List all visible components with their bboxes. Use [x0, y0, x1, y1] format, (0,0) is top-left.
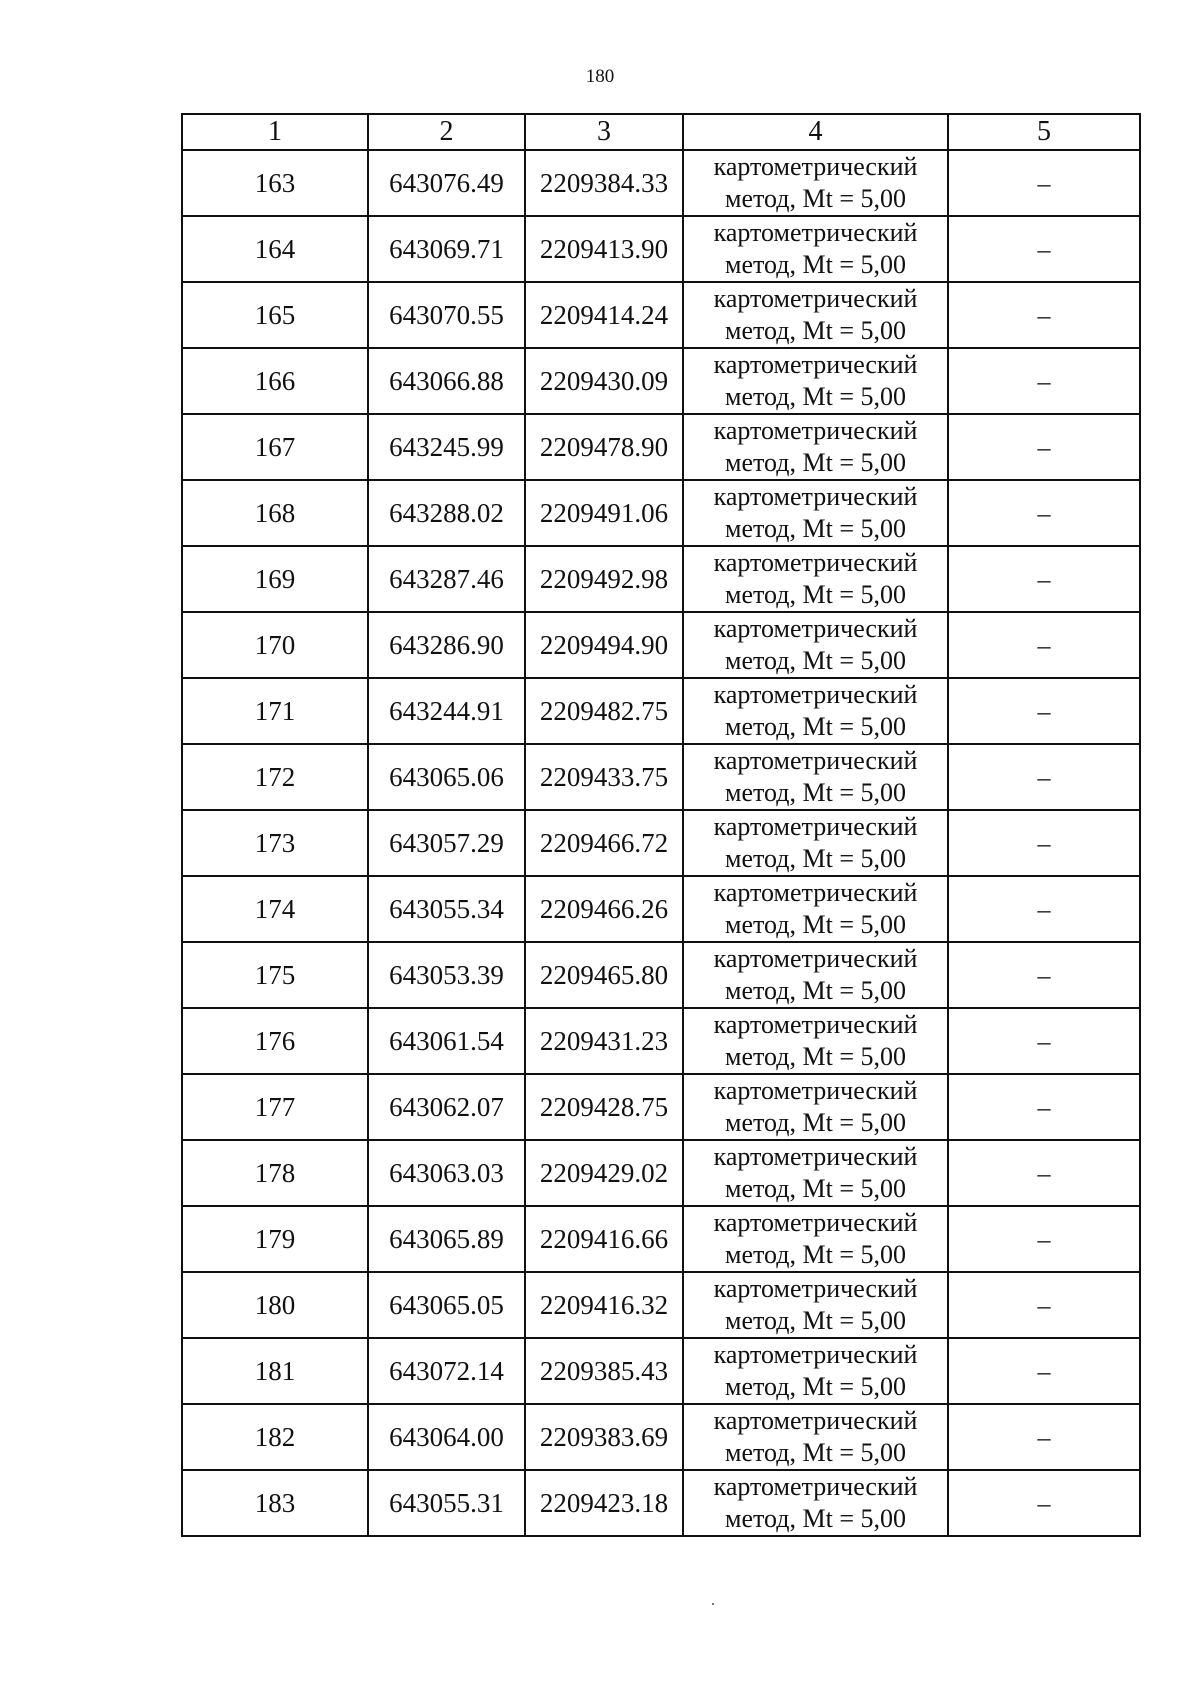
note-value: – — [1037, 1488, 1051, 1518]
method-cell — [683, 150, 948, 216]
note-cell — [948, 1140, 1140, 1206]
y-coordinate-cell: 2209385.43 — [525, 1338, 683, 1404]
method-accuracy: метод, Mt = 5,00 — [725, 316, 906, 345]
point-number-cell: 167 — [182, 414, 368, 480]
method-cell — [683, 480, 948, 546]
point-number-cell: 181 — [182, 1338, 368, 1404]
header-col-4: 4 — [683, 114, 948, 150]
coordinates-table — [181, 113, 1141, 1537]
note-cell — [948, 282, 1140, 348]
note-cell — [948, 1404, 1140, 1470]
method-cell — [683, 216, 948, 282]
method-name: картометрический — [713, 482, 918, 511]
x-coordinate-cell: 643066.88 — [368, 348, 525, 414]
y-coordinate-cell: 2209413.90 — [525, 216, 683, 282]
y-coordinate-cell: 2209384.33 — [525, 150, 683, 216]
y-coordinate-cell: 2209428.75 — [525, 1074, 683, 1140]
method-name: картометрический — [713, 944, 918, 973]
x-coordinate-cell: 643244.91 — [368, 678, 525, 744]
header-col-5: 5 — [948, 114, 1140, 150]
note-cell — [948, 1008, 1140, 1074]
note-cell — [948, 348, 1140, 414]
note-value: – — [1037, 696, 1051, 726]
note-cell — [948, 1074, 1140, 1140]
method-name: картометрический — [713, 218, 918, 247]
method-name: картометрический — [713, 1406, 918, 1435]
x-coordinate-cell: 643065.06 — [368, 744, 525, 810]
table-row — [182, 1470, 1140, 1536]
header-col-2: 2 — [368, 114, 525, 150]
point-number-cell: 163 — [182, 150, 368, 216]
note-cell — [948, 216, 1140, 282]
method-cell — [683, 744, 948, 810]
note-value: – — [1037, 1290, 1051, 1320]
point-number-cell: 170 — [182, 612, 368, 678]
point-number-cell: 175 — [182, 942, 368, 1008]
y-coordinate-cell: 2209416.32 — [525, 1272, 683, 1338]
method-cell — [683, 876, 948, 942]
point-number-cell: 177 — [182, 1074, 368, 1140]
note-value: – — [1037, 1158, 1051, 1188]
y-coordinate-cell: 2209482.75 — [525, 678, 683, 744]
method-accuracy: метод, Mt = 5,00 — [725, 1108, 906, 1137]
method-name: картометрический — [713, 1076, 918, 1105]
method-name: картометрический — [713, 1340, 918, 1369]
table-body — [182, 150, 1140, 1536]
point-number-cell: 178 — [182, 1140, 368, 1206]
x-coordinate-cell: 643061.54 — [368, 1008, 525, 1074]
method-name: картометрический — [713, 416, 918, 445]
table-row — [182, 546, 1140, 612]
method-accuracy: метод, Mt = 5,00 — [725, 1372, 906, 1401]
note-cell — [948, 612, 1140, 678]
note-value: – — [1037, 300, 1051, 330]
y-coordinate-cell: 2209423.18 — [525, 1470, 683, 1536]
point-number-cell: 174 — [182, 876, 368, 942]
note-value: – — [1037, 1422, 1051, 1452]
note-cell — [948, 810, 1140, 876]
note-value: – — [1037, 960, 1051, 990]
method-cell — [683, 282, 948, 348]
method-cell — [683, 414, 948, 480]
table-row — [182, 1206, 1140, 1272]
method-accuracy: метод, Mt = 5,00 — [725, 382, 906, 411]
method-name: картометрический — [713, 1208, 918, 1237]
point-number-cell: 164 — [182, 216, 368, 282]
method-cell — [683, 1206, 948, 1272]
method-cell — [683, 348, 948, 414]
x-coordinate-cell: 643076.49 — [368, 150, 525, 216]
method-accuracy: метод, Mt = 5,00 — [725, 910, 906, 939]
table-row — [182, 1338, 1140, 1404]
table-row — [182, 612, 1140, 678]
method-name: картометрический — [713, 548, 918, 577]
method-name: картометрический — [713, 1142, 918, 1171]
method-name: картометрический — [713, 746, 918, 775]
method-name: картометрический — [713, 812, 918, 841]
note-cell — [948, 1206, 1140, 1272]
method-cell — [683, 1470, 948, 1536]
note-value: – — [1037, 498, 1051, 528]
method-accuracy: метод, Mt = 5,00 — [725, 1240, 906, 1269]
point-number-cell: 165 — [182, 282, 368, 348]
table-row — [182, 876, 1140, 942]
note-cell — [948, 1338, 1140, 1404]
note-value: – — [1037, 1224, 1051, 1254]
y-coordinate-cell: 2209433.75 — [525, 744, 683, 810]
y-coordinate-cell: 2209431.23 — [525, 1008, 683, 1074]
note-value: – — [1037, 234, 1051, 264]
x-coordinate-cell: 643287.46 — [368, 546, 525, 612]
table-row — [182, 414, 1140, 480]
note-cell — [948, 480, 1140, 546]
y-coordinate-cell: 2209478.90 — [525, 414, 683, 480]
x-coordinate-cell: 643286.90 — [368, 612, 525, 678]
method-cell — [683, 1272, 948, 1338]
method-name: картометрический — [713, 614, 918, 643]
method-cell — [683, 1338, 948, 1404]
note-cell — [948, 876, 1140, 942]
note-value: – — [1037, 1356, 1051, 1386]
point-number-cell: 182 — [182, 1404, 368, 1470]
note-value: – — [1037, 762, 1051, 792]
table-row — [182, 216, 1140, 282]
point-number-cell: 180 — [182, 1272, 368, 1338]
point-number-cell: 168 — [182, 480, 368, 546]
header-col-3: 3 — [525, 114, 683, 150]
x-coordinate-cell: 643062.07 — [368, 1074, 525, 1140]
y-coordinate-cell: 2209414.24 — [525, 282, 683, 348]
note-cell — [948, 1272, 1140, 1338]
point-number-cell: 176 — [182, 1008, 368, 1074]
x-coordinate-cell: 643055.34 — [368, 876, 525, 942]
note-value: – — [1037, 366, 1051, 396]
method-name: картометрический — [713, 680, 918, 709]
point-number-cell: 173 — [182, 810, 368, 876]
y-coordinate-cell: 2209416.66 — [525, 1206, 683, 1272]
note-cell — [948, 744, 1140, 810]
point-number-cell: 183 — [182, 1470, 368, 1536]
method-accuracy: метод, Mt = 5,00 — [725, 184, 906, 213]
method-accuracy: метод, Mt = 5,00 — [725, 250, 906, 279]
x-coordinate-cell: 643064.00 — [368, 1404, 525, 1470]
note-cell — [948, 1470, 1140, 1536]
note-value: – — [1037, 894, 1051, 924]
method-cell — [683, 1074, 948, 1140]
note-value: – — [1037, 630, 1051, 660]
point-number-cell: 171 — [182, 678, 368, 744]
y-coordinate-cell: 2209429.02 — [525, 1140, 683, 1206]
method-cell — [683, 678, 948, 744]
method-accuracy: метод, Mt = 5,00 — [725, 778, 906, 807]
method-cell — [683, 612, 948, 678]
table-row — [182, 480, 1140, 546]
method-accuracy: метод, Mt = 5,00 — [725, 580, 906, 609]
note-value: – — [1037, 1092, 1051, 1122]
y-coordinate-cell: 2209494.90 — [525, 612, 683, 678]
x-coordinate-cell: 643065.05 — [368, 1272, 525, 1338]
note-cell — [948, 414, 1140, 480]
y-coordinate-cell: 2209466.72 — [525, 810, 683, 876]
point-number-cell: 179 — [182, 1206, 368, 1272]
method-accuracy: метод, Mt = 5,00 — [725, 448, 906, 477]
table-row — [182, 744, 1140, 810]
x-coordinate-cell: 643065.89 — [368, 1206, 525, 1272]
method-accuracy: метод, Mt = 5,00 — [725, 976, 906, 1005]
table-row — [182, 1008, 1140, 1074]
method-accuracy: метод, Mt = 5,00 — [725, 1438, 906, 1467]
table-row — [182, 1404, 1140, 1470]
method-name: картометрический — [713, 350, 918, 379]
table-row — [182, 150, 1140, 216]
method-accuracy: метод, Mt = 5,00 — [725, 712, 906, 741]
table-row — [182, 810, 1140, 876]
table-row — [182, 1272, 1140, 1338]
method-name: картометрический — [713, 152, 918, 181]
x-coordinate-cell: 643057.29 — [368, 810, 525, 876]
method-name: картометрический — [713, 284, 918, 313]
method-cell — [683, 1404, 948, 1470]
method-accuracy: метод, Mt = 5,00 — [725, 844, 906, 873]
y-coordinate-cell: 2209430.09 — [525, 348, 683, 414]
scan-speck — [712, 1603, 714, 1605]
method-name: картометрический — [713, 878, 918, 907]
method-cell — [683, 1008, 948, 1074]
method-accuracy: метод, Mt = 5,00 — [725, 514, 906, 543]
x-coordinate-cell: 643288.02 — [368, 480, 525, 546]
method-name: картометрический — [713, 1472, 918, 1501]
x-coordinate-cell: 643072.14 — [368, 1338, 525, 1404]
method-accuracy: метод, Mt = 5,00 — [725, 1306, 906, 1335]
method-cell — [683, 810, 948, 876]
method-accuracy: метод, Mt = 5,00 — [725, 646, 906, 675]
note-value: – — [1037, 564, 1051, 594]
y-coordinate-cell: 2209383.69 — [525, 1404, 683, 1470]
x-coordinate-cell: 643053.39 — [368, 942, 525, 1008]
y-coordinate-cell: 2209491.06 — [525, 480, 683, 546]
table-row — [182, 942, 1140, 1008]
method-name: картометрический — [713, 1010, 918, 1039]
y-coordinate-cell: 2209492.98 — [525, 546, 683, 612]
method-cell — [683, 546, 948, 612]
table-row — [182, 678, 1140, 744]
method-accuracy: метод, Mt = 5,00 — [725, 1042, 906, 1071]
x-coordinate-cell: 643245.99 — [368, 414, 525, 480]
point-number-cell: 172 — [182, 744, 368, 810]
note-value: – — [1037, 1026, 1051, 1056]
table-row — [182, 348, 1140, 414]
header-col-1: 1 — [182, 114, 368, 150]
method-cell — [683, 1140, 948, 1206]
table-row — [182, 1140, 1140, 1206]
note-value: – — [1037, 168, 1051, 198]
table-row — [182, 1074, 1140, 1140]
x-coordinate-cell: 643069.71 — [368, 216, 525, 282]
x-coordinate-cell: 643055.31 — [368, 1470, 525, 1536]
page-number: 180 — [585, 66, 615, 87]
y-coordinate-cell: 2209465.80 — [525, 942, 683, 1008]
x-coordinate-cell: 643063.03 — [368, 1140, 525, 1206]
note-cell — [948, 942, 1140, 1008]
method-name: картометрический — [713, 1274, 918, 1303]
note-cell — [948, 678, 1140, 744]
method-accuracy: метод, Mt = 5,00 — [725, 1504, 906, 1533]
method-accuracy: метод, Mt = 5,00 — [725, 1174, 906, 1203]
method-cell — [683, 942, 948, 1008]
note-value: – — [1037, 432, 1051, 462]
coordinates-table-container — [181, 113, 1139, 1537]
note-value: – — [1037, 828, 1051, 858]
table-row — [182, 282, 1140, 348]
point-number-cell: 166 — [182, 348, 368, 414]
x-coordinate-cell: 643070.55 — [368, 282, 525, 348]
table-header — [182, 114, 1140, 150]
note-cell — [948, 150, 1140, 216]
point-number-cell: 169 — [182, 546, 368, 612]
y-coordinate-cell: 2209466.26 — [525, 876, 683, 942]
header-row — [182, 114, 1140, 150]
note-cell — [948, 546, 1140, 612]
